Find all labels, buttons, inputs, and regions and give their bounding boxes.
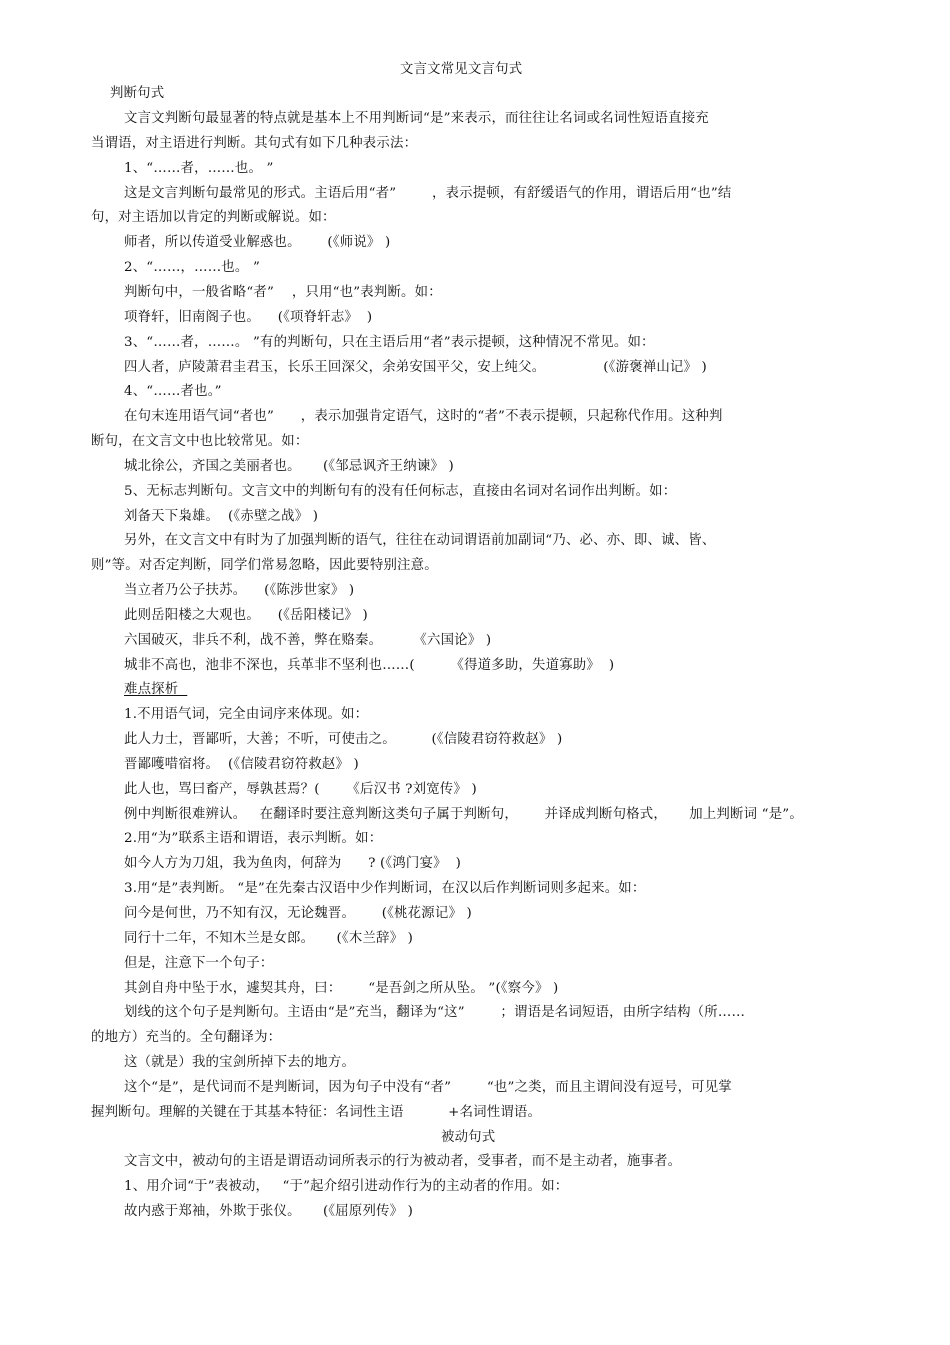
text-line: 城非不高也，池非不深也，兵革非不坚利也……( 《得道多助，失道寡助》 ) [124, 658, 615, 673]
text-line: 被动句式 [441, 1130, 496, 1145]
text-line: 的地方）充当的。全句翻译为： [91, 1030, 282, 1045]
text-line: 5、无标志判断句。文言文中的判断句有的没有任何标志，直接由名词对名词作出判断。如： [124, 484, 677, 499]
text-line: 难点探析 [124, 682, 188, 697]
text-line: 这是文言判断句最常见的形式。主语后用“者” ，表示提顿，有舒缓语气的作用，谓语后用“也”结 [124, 186, 732, 201]
text-line: 划线的这个句子是判断句。主语由“是”充当，翻译为“这” ；谓语是名词短语，由所字结构（所…… [124, 1005, 746, 1020]
text-line: 例中判断很难辨认。 在翻译时要注意判断这类句子属于判断句， 并译成判断句格式， 加上判断词 “是”。 [124, 807, 803, 822]
text-line: 问今是何世，乃不知有汉，无论魏晋。 (《桃花源记》 ) [124, 906, 472, 921]
text-line: 但是，注意下一个句子： [124, 956, 274, 971]
text-line: 当谓语，对主语进行判断。其句式有如下几种表示法： [91, 136, 418, 151]
text-line: 文言文中，被动句的主语是谓语动词所表示的行为被动者，受事者，而不是主动者，施事者。 [124, 1154, 682, 1169]
text-line: 这个“是”，是代词而不是判断词，因为句子中没有“者” “也”之类，而且主谓间没有逗号，可见掌 [124, 1080, 732, 1095]
text-line: 2、“……，……也。 ” [124, 260, 260, 275]
text-line: 当立者乃公子扶苏。 (《陈涉世家》 ) [124, 583, 355, 598]
text-line: 判断句式 [110, 86, 165, 101]
text-line: 4、“……者也。” [124, 384, 222, 399]
text-line: 断句，在文言文中也比较常见。如： [91, 434, 309, 449]
text-line: 握判断句。理解的关键在于其基本特征：名词性主语 +名词性谓语。 [91, 1105, 542, 1120]
text-line: 同行十二年，不知木兰是女郎。 (《木兰辞》 ) [124, 931, 414, 946]
text-line: 这（就是）我的宝剑所掉下去的地方。 [124, 1055, 356, 1070]
text-line: 3.用“是”表判断。 “是”在先秦古汉语中少作判断词，在汉以后作判断词则多起来。如： [124, 881, 646, 896]
text-line: 故内惑于郑袖，外欺于张仪。 (《屈原列传》 ) [124, 1204, 414, 1219]
text-line: 文言文判断句最显著的特点就是基本上不用判断词“是”来表示，而往往让名词或名词性短语直接充 [124, 111, 709, 126]
text-line: 如今人方为刀俎，我为鱼肉，何辞为 ? (《鸿门宴》 ) [124, 856, 462, 871]
text-line: 四人者，庐陵萧君圭君玉，长乐王回深父，余弟安国平父，安上纯父。 (《游褒禅山记》 ) [124, 360, 707, 375]
text-line: 项脊轩，旧南阁子也。 (《项脊轩志》 ) [124, 310, 373, 325]
text-line: 1、用介词“于”表被动， “于”起介绍引进动作行为的主动者的作用。如： [124, 1179, 569, 1194]
text-line: 文言文常见文言句式 [400, 62, 523, 77]
text-line: 六国破灭，非兵不利，战不善，弊在赂秦。 《六国论》 ) [124, 633, 492, 648]
text-line: 另外，在文言文中有时为了加强判断的语气，往往在动词谓语前加副词“乃、必、亦、即、诚、皆、 [124, 533, 716, 548]
text-line: 刘备天下枭雄。 (《赤壁之战》 ) [124, 509, 319, 524]
text-line: 此人力士，晋鄙听，大善；不听，可使击之。 (《信陵君窃符救赵》 ) [124, 732, 563, 747]
text-line: 其剑自舟中坠于水，遽契其舟，曰： “是吾剑之所从坠。 ”(《察今》 ) [124, 981, 559, 996]
text-line: 此则岳阳楼之大观也。 (《岳阳楼记》 ) [124, 608, 368, 623]
text-line: 此人也，骂曰畜产，辱孰甚焉？( 《后汉书 ?刘宽传》 ) [124, 782, 477, 797]
text-line: 师者，所以传道受业解惑也。 (《师说》 ) [124, 235, 391, 250]
text-line: 1、“……者，……也。 ” [124, 161, 274, 176]
text-line: 晋鄙嚄唶宿将。 (《信陵君窃符救赵》 ) [124, 757, 359, 772]
text-line: 句，对主语加以肯定的判断或解说。如： [91, 210, 336, 225]
text-line: 在句末连用语气词“者也” ，表示加强肯定语气，这时的“者”不表示提顿，只起称代作用。这种判 [124, 409, 723, 424]
text-line: 判断句中，一般省略“者” ，只用“也”表判断。如： [124, 285, 442, 300]
text-line: 则”等。对否定判断，同学们常易忽略，因此要特别注意。 [91, 558, 438, 573]
text-line: 3、“……者，……。 ”有的判断句，只在主语后用“者”表示提顿，这种情况不常见。如： [124, 335, 655, 350]
text-line: 城北徐公，齐国之美丽者也。 (《邹忌讽齐王纳谏》 ) [124, 459, 454, 474]
text-line: 2.用“为”联系主语和谓语，表示判断。如： [124, 831, 383, 846]
text-line: 1.不用语气词，完全由词序来体现。如： [124, 707, 369, 722]
